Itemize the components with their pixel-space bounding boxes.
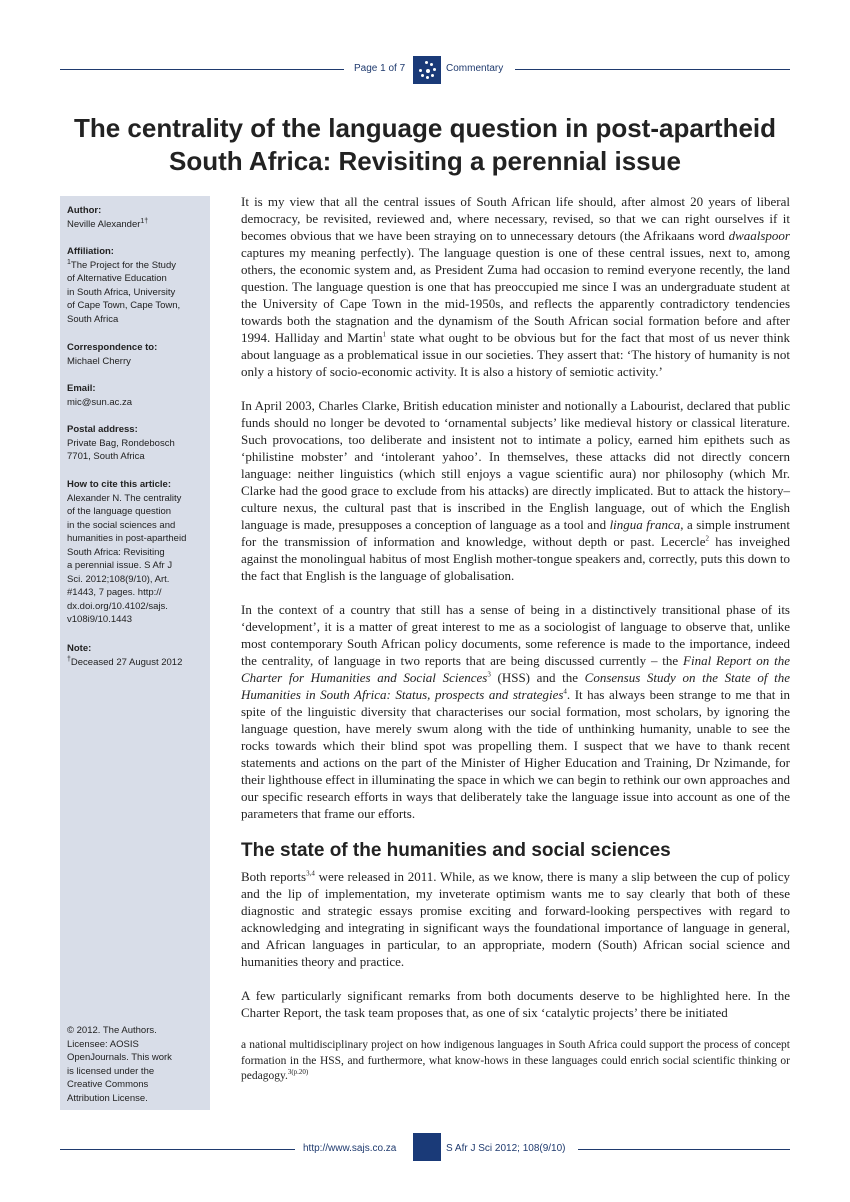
correspondence-name: Michael Cherry bbox=[67, 355, 131, 367]
cite-label: How to cite this article: bbox=[67, 479, 171, 490]
email-label: Email: bbox=[67, 383, 96, 394]
cite-text[interactable]: Alexander N. The centrality of the language question in the social sciences and humanities in post-apartheid South Africa: Revisiting a perennial issue. S Afr J Sci. 2012;108(9/10), Art. #1443, 7 pages. http:// dx.doi.org/10.4102/sajs. v108i9/10.1443 bbox=[67, 492, 187, 625]
paragraph-1: It is my view that all the central issues of South African life should, after almost 20 years of liberal democracy, be revisited, reviewed and, where necessary, revised, so that we can right ourselves if it becomes obvious that we have been straying on to unnecessary detours (the Afrikaans word dwaalspoor captures my meaning perfectly). The language question is one of these central issues, next to, among others, the economic system and, as President Zuma had occasion to remind everyone recently, the land question. The language question is one that has preoccupied me since I was an undergraduate student at the University of Cape Town in the mid-1950s, and reflects the apparently contradictory tendencies towards both the stagnation and the dynamism of the South African social formation before and after 1994. Halliday and Martin$^1$ state what ought to be obvious but for the fact that most of us never think about language as a problematical issue in our societies. They assert that: ‘The history of humanity is not only a history of socio-economic activity. It is also a history of semiotic activity.’ bbox=[241, 194, 790, 379]
affiliation-block bbox=[67, 245, 207, 326]
article-title: The centrality of the language question in post-apartheid South Africa: Revisiting a perennial issue bbox=[73, 113, 777, 176]
affiliation-label: Affiliation: bbox=[67, 246, 114, 257]
note-block bbox=[67, 642, 207, 669]
author-label: Author: bbox=[67, 205, 102, 216]
section-heading: The state of the humanities and social sciences bbox=[241, 840, 671, 861]
correspondence-block bbox=[67, 341, 207, 368]
section-label: Commentary bbox=[446, 63, 504, 74]
block-quote: a national multidisciplinary project on how indigenous languages in South Africa could support the process of concept formation in the HSS, and furthermore, what know-hows in these languages could enrich social scientific thinking or pedagogy.$^{3(p.20)}$ bbox=[241, 1039, 790, 1082]
footer-rule-left bbox=[60, 1149, 295, 1150]
page-number: Page 1 of 7 bbox=[354, 63, 406, 74]
note-label: Note: bbox=[67, 643, 92, 654]
postal-address: Private Bag, Rondebosch 7701, South Africa bbox=[67, 437, 175, 462]
footer-url[interactable]: http://www.sajs.co.za bbox=[303, 1143, 397, 1154]
paragraph-4: Both reports$^{3,4}$ were released in 2011. While, as we know, there is many a slip between the cup of policy and the lip of implementation, my inveterate optimism wants me to say clearly that both of these diagnostic and strategic essays promise exciting and forward-looking perspectives with regard to acknowledging and integrating in significant ways the foundational importance of language in general, and African languages in particular, to an appropriate, modern (South) African social science and humanities theory and practice. bbox=[241, 869, 790, 969]
correspondence-label: Correspondence to: bbox=[67, 342, 158, 353]
postal-block bbox=[67, 423, 207, 464]
header-rule-right bbox=[515, 69, 790, 70]
author-name: Neville Alexander$^{1\dagger}$ bbox=[67, 217, 149, 230]
license-text: © 2012. The Authors. Licensee: AOSIS OpenJournals. This work is licensed under the Creative Commons Attribution License. bbox=[67, 1025, 172, 1104]
footer-rule-right bbox=[578, 1149, 790, 1150]
paragraph-5: A few particularly significant remarks from both documents deserve to be highlighted here. In the Charter Report, the task team proposes that, as one of six ‘catalytic projects’ there be initiated bbox=[241, 988, 790, 1020]
paragraph-3: In the context of a country that still has a sense of being in a distinctively transitional phase of its ‘development’, it is a matter of great interest to me as a sociologist of language to observe that, unlike most contemporary South African policy documents, some reference is made to the importance, indeed the centrality, of language in two reports that are being discussed currently – the Final Report on the Charter for Humanities and Social Sciences$^3$ (HSS) and the Consensus Study on the State of the Humanities in South Africa: Status, prospects and strategies$^4$. It has always been strange to me that in spite of the linguistic diversity that characterises our social formation, most scholars, by ignoring the language question, have merely swum along with the tide of unthinking humanity, unable to see the rocks towards which their blind spot was propelling them. I suspect that we have to thank recent statements and actions on the part of the Minister of Higher Education and Training, Dr Nzimande, for their lighthouse effect in illuminating the space in which we can begin to rethink our own approaches and our specific research efforts in ways that deliberately take the language issue into account as one of the parameters that frame our efforts. bbox=[241, 602, 790, 821]
postal-label: Postal address: bbox=[67, 424, 138, 435]
note-text: †Deceased 27 August 2012 bbox=[67, 655, 183, 668]
footer-logo-block bbox=[413, 1133, 441, 1161]
header-rule-left bbox=[60, 69, 344, 70]
footer-citation: S Afr J Sci 2012; 108(9/10) bbox=[446, 1143, 566, 1154]
email-link[interactable]: mic@sun.ac.za bbox=[67, 396, 133, 408]
email-block bbox=[67, 382, 207, 409]
journal-logo-icon bbox=[413, 56, 441, 84]
article-body bbox=[241, 193, 790, 1102]
affiliation-text: $^1$The Project for the Study of Alternative Education in South Africa, University of Cape Town, Cape Town, South Africa bbox=[67, 258, 181, 325]
paragraph-2: In April 2003, Charles Clarke, British education minister and notionally a Labourist, declared that public funds should no longer be devoted to ‘ornamental subjects’ like medieval history or classical literature. Such provocations, too deliberate and insistent not to intimate a policy, earned him epithets such as ‘philistine mobster’ and ‘intolerant yahoo’. In themselves, these attacks did not directly concern language: neither linguistics (which still enjoys a vague scientific aura) nor philosophy (which Mr. Clarke had the good grace to exclude from his attacks) are directly implicated. But to attack the history–culture nexus, the cultural past that is inscribed in the English language, out of which the English language is made, presupposes a conception of language as a tool and lingua franca, a simple instrument for the transmission of information and knowledge, without depth or past. Lecercle$^2$ has inveighed against the monolingual habitus of most English mother-tongue speakers and, correctly, puts this down to the fact that English is the language of globalisation. bbox=[241, 398, 790, 583]
author-block bbox=[67, 204, 207, 231]
license-block bbox=[67, 1024, 207, 1105]
citation-block bbox=[67, 478, 207, 627]
